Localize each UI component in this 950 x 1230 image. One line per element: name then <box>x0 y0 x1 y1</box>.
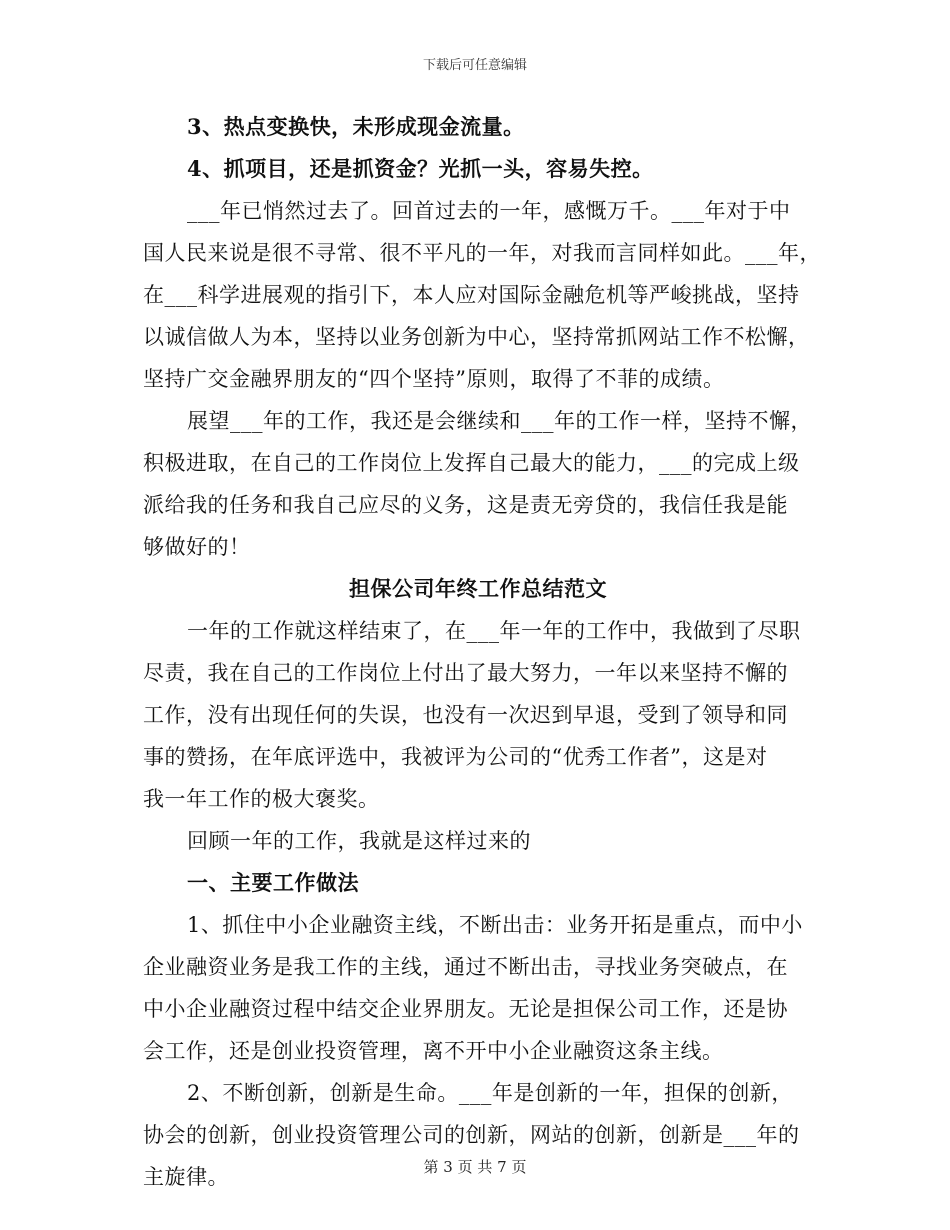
page-footer: 第 3 页 共 7 页 <box>423 1158 527 1176</box>
paragraph-line: 企业融资业务是我工作的主线，通过不断出击，寻找业务突破点，在 <box>143 955 788 979</box>
heading-line: 3、热点变换快，未形成现金流量。 <box>187 114 525 139</box>
document-body <box>143 106 821 1198</box>
heading-line: 4、抓项目，还是抓资金？光抓一头，容易失控。 <box>187 156 654 181</box>
paragraph-line: 派给我的任务和我自己应尽的义务，这是责无旁贷的，我信任我是能 <box>143 493 788 517</box>
paragraph-line: 我一年工作的极大褒奖。 <box>143 787 380 811</box>
heading-line: 一、主要工作做法 <box>187 870 359 895</box>
paragraph-line: 2、不断创新，创新是生命。___年是创新的一年，担保的创新， <box>187 1081 793 1105</box>
paragraph-line: 事的赞扬，在年底评选中，我被评为公司的“优秀工作者”，这是对 <box>143 745 768 769</box>
paragraph-line: 回顾一年的工作，我就是这样过来的 <box>187 829 531 853</box>
page-header: 下载后可任意编辑 <box>422 58 527 73</box>
paragraph-line: 中小企业融资过程中结交企业界朋友。无论是担保公司工作，还是协 <box>143 997 788 1021</box>
paragraph-line: 会工作，还是创业投资管理，离不开中小企业融资这条主线。 <box>143 1039 724 1063</box>
paragraph-line: 展望___年的工作，我还是会继续和___年的工作一样，坚持不懈， <box>187 409 812 433</box>
paragraph-line: 以诚信做人为本，坚持以业务创新为中心，坚持常抓网站工作不松懈， <box>143 325 810 349</box>
paragraph-line: ___年已悄然过去了。回首过去的一年，感慨万千。___年对于中 <box>187 199 791 223</box>
paragraph-line: 在___科学进展观的指引下，本人应对国际金融危机等严峻挑战，坚持 <box>143 283 800 307</box>
paragraph-line: 尽责，我在自己的工作岗位上付出了最大努力，一年以来坚持不懈的 <box>143 661 788 685</box>
paragraph-line: 工作，没有出现任何的失误，也没有一次迟到早退，受到了领导和同 <box>143 703 788 727</box>
section-title: 担保公司年终工作总结范文 <box>349 576 607 601</box>
paragraph-line: 协会的创新，创业投资管理公司的创新，网站的创新，创新是___年的 <box>143 1123 800 1147</box>
paragraph-line: 坚持广交金融界朋友的“四个坚持”原则，取得了不菲的成绩。 <box>143 367 725 391</box>
paragraph-line: 积极进取，在自己的工作岗位上发挥自己最大的能力，___的完成上级 <box>143 451 800 475</box>
paragraph-line: 主旋律。 <box>143 1165 229 1189</box>
paragraph-line: 国人民来说是很不寻常、很不平凡的一年，对我而言同样如此。___年， <box>143 241 821 265</box>
paragraph-line: 一年的工作就这样结束了，在___年一年的工作中，我做到了尽职 <box>187 619 801 643</box>
paragraph-line: 够做好的！ <box>143 535 251 559</box>
paragraph-line: 1、抓住中小企业融资主线，不断出击：业务开拓是重点，而中小 <box>187 913 803 937</box>
